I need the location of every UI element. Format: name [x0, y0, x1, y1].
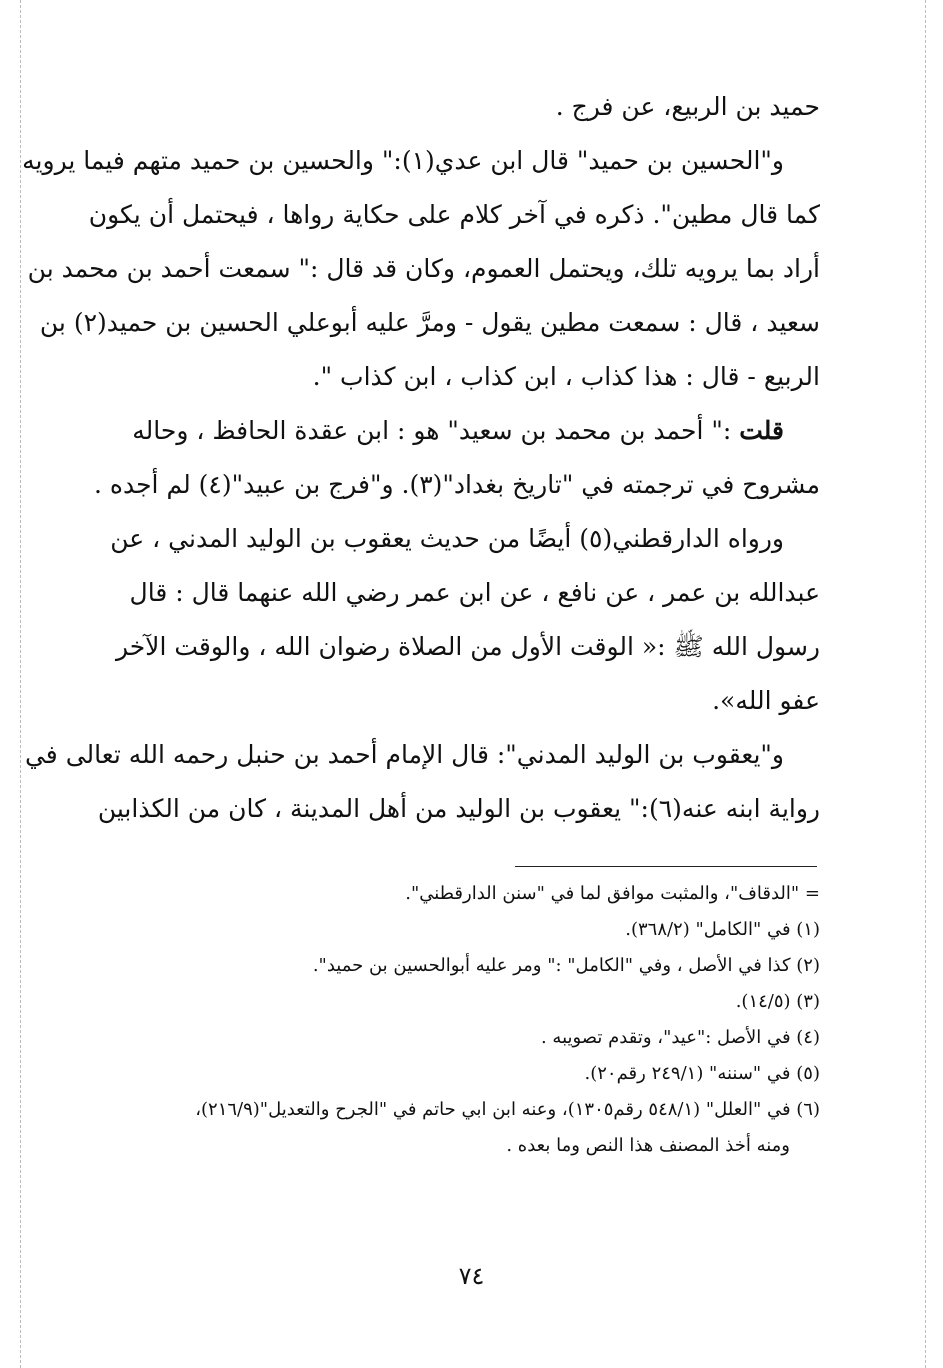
text-line: عفو الله».	[712, 686, 820, 715]
footnote: (١) في "الكامل" (٣٦٨/٢).	[625, 919, 820, 940]
footnote: (٤) في الأصل :"عيد"، وتقدم تصويبه .	[540, 1027, 820, 1048]
footnote: (٣) (١٤/٥).	[735, 991, 820, 1012]
scan-edge-right	[925, 0, 926, 1368]
scan-edge-left	[20, 0, 21, 1368]
qultu-lead-word: قلت	[739, 416, 784, 445]
text-line: أراد بما يرويه تلك، ويحتمل العموم، وكان قد قال :" سمعت أحمد بن محمد بن	[27, 254, 820, 283]
page-number: ٧٤	[458, 1262, 485, 1290]
text-line: رواية ابنه عنه(٦):" يعقوب بن الوليد من أهل المدينة ، كان من الكذابين	[97, 794, 820, 823]
footnote: = "الدقاف"، والمثبت موافق لما في "سنن الدارقطني".	[405, 883, 820, 904]
text-line: ورواه الدارقطني(٥) أيضًا من حديث يعقوب بن الوليد المدني ، عن	[110, 524, 784, 553]
text-line: سعيد ، قال : سمعت مطين يقول - ومرَّ عليه أبوعلي الحسين بن حميد(٢) بن	[39, 308, 820, 337]
main-text	[22, 92, 820, 848]
footnote-continuation: ومنه أخذ المصنف هذا النص وما بعده .	[506, 1135, 790, 1156]
footnote-separator	[515, 866, 817, 867]
text-line: مشروح في ترجمته في "تاريخ بغداد"(٣). و"فرج بن عبيد"(٤) لم أجده .	[93, 470, 820, 499]
text-line	[100, 416, 820, 470]
footnote: (٢) كذا في الأصل ، وفي "الكامل" :" ومر عليه أبوالحسين بن حميد".	[312, 955, 820, 976]
footnote: (٦) في "العلل" (٥٤٨/١ رقم١٣٠٥)، وعنه ابن ابي حاتم في "الجرح والتعديل"(٢١٦/٩)،	[195, 1099, 820, 1120]
text-line: و"يعقوب بن الوليد المدني": قال الإمام أحمد بن حنبل رحمه الله تعالى في	[24, 740, 784, 769]
text-line: و"الحسين بن حميد" قال ابن عدي(١):" والحسين بن حميد متهم فيما يرويه	[22, 146, 784, 175]
text-line: كما قال مطين". ذكره في آخر كلام على حكاية رواها ، فيحتمل أن يكون	[88, 200, 820, 229]
text-line: رسول الله ﷺ :« الوقت الأول من الصلاة رضوان الله ، والوقت الآخر	[115, 632, 820, 661]
footnote: (٥) في "سننه" (٢٤٩/١ رقم٢٠).	[584, 1063, 820, 1084]
text-line: عبدالله بن عمر ، عن نافع ، عن ابن عمر رضي الله عنهما قال : قال	[129, 578, 820, 607]
text-line: الربيع - قال : هذا كذاب ، ابن كذاب ، ابن كذاب ".	[312, 362, 820, 391]
footnotes	[100, 882, 820, 1170]
text-line: حميد بن الربيع، عن فرج .	[555, 92, 820, 121]
text-segment: :" أحمد بن محمد بن سعيد" هو : ابن عقدة الحافظ ، وحاله	[132, 416, 740, 445]
